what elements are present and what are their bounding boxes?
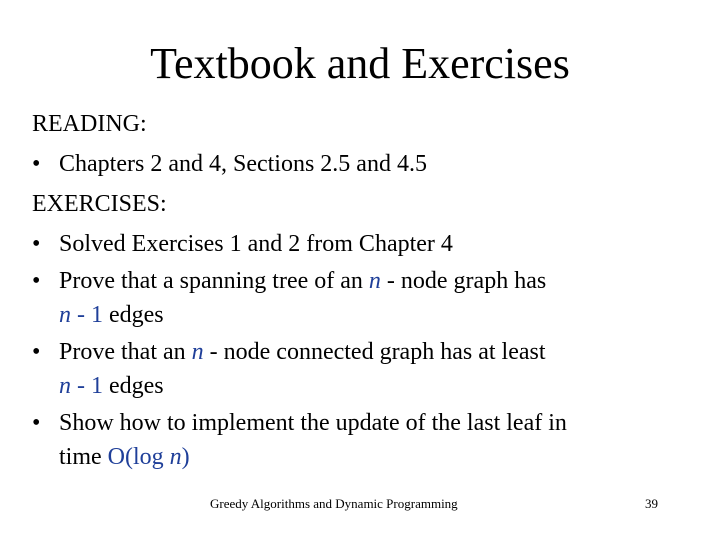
exercise-item-2: [32, 264, 692, 332]
reading-item: [32, 147, 692, 181]
bullet-icon: •: [32, 410, 41, 436]
exercise-2-post: edges: [103, 302, 164, 328]
math-expression: - 1: [71, 302, 103, 328]
bullet-icon: •: [32, 151, 41, 177]
math-variable-n: n: [59, 302, 71, 328]
exercise-2-mid: - node graph has: [380, 268, 547, 294]
exercise-item-4: [32, 406, 692, 474]
page-number: 39: [645, 496, 658, 511]
math-expression: - 1: [71, 373, 103, 399]
exercise-2-pre: Prove that a spanning tree of an: [59, 268, 369, 294]
slide-footer: Greedy Algorithms and Dynamic Programming: [210, 496, 458, 511]
bullet-icon: •: [32, 268, 41, 294]
reading-item-text: Chapters 2 and 4, Sections 2.5 and 4.5: [59, 151, 427, 177]
exercise-3-mid: - node connected graph has at least: [203, 339, 546, 365]
exercises-header: EXERCISES:: [32, 191, 167, 217]
exercise-4-pre: Show how to implement the update of the last leaf in: [59, 410, 567, 436]
slide-title: Textbook and Exercises: [150, 39, 570, 88]
math-variable-n: n: [169, 444, 182, 470]
math-variable-n: n: [191, 339, 204, 365]
big-o-open: O(log: [107, 444, 170, 470]
reading-header: READING:: [32, 111, 147, 137]
exercise-4-time: time: [59, 444, 108, 470]
bullet-icon: •: [32, 231, 41, 257]
exercise-3-post: edges: [103, 373, 164, 399]
exercise-1-text: Solved Exercises 1 and 2 from Chapter 4: [59, 231, 453, 257]
math-variable-n: n: [59, 373, 71, 399]
bullet-icon: •: [32, 339, 41, 365]
exercise-item-3: [32, 335, 692, 403]
slide-body: [32, 104, 692, 477]
exercise-item-1: [32, 227, 692, 261]
exercise-3-pre: Prove that an: [59, 339, 192, 365]
math-variable-n: n: [368, 268, 381, 294]
big-o-close: ): [181, 444, 190, 470]
